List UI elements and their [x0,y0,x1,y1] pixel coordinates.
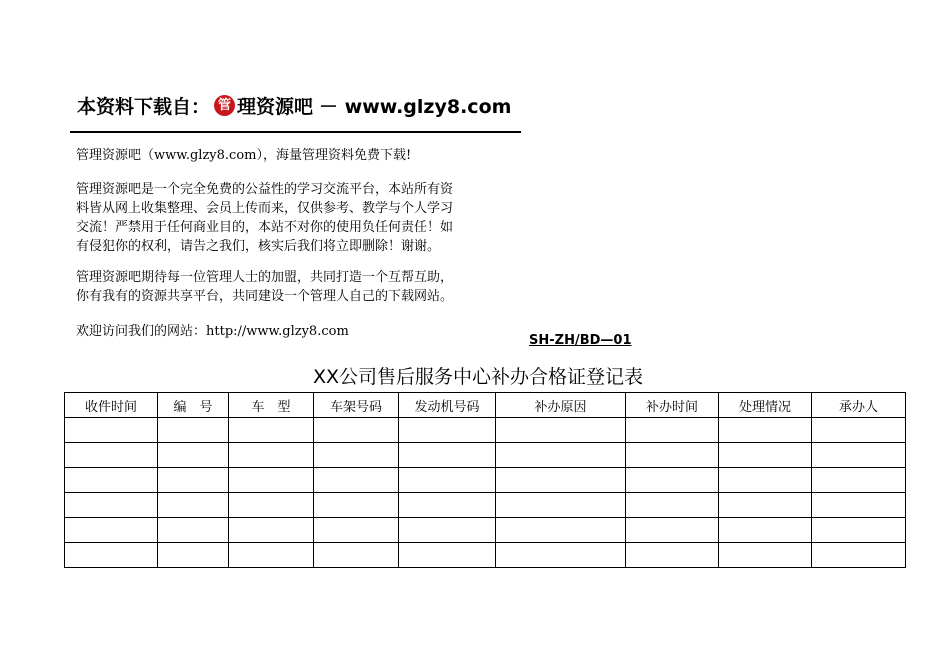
paragraph-line: 管理资源吧是一个完全免费的公益性的学习交流平台，本站所有资 [76,182,454,197]
banner-url[interactable]: － www.glzy8.com [319,95,512,118]
table-cell[interactable] [229,543,314,568]
column-header: 收件时间 [65,393,158,418]
table-cell[interactable] [65,443,158,468]
column-header: 编 号 [158,393,229,418]
table-cell[interactable] [626,443,719,468]
welcome-text[interactable]: 欢迎访问我们的网站：http://www.glzy8.com [76,324,349,339]
table-cell[interactable] [812,443,906,468]
intro-paragraph-disclaimer [76,180,526,256]
table-cell[interactable] [65,543,158,568]
table-cell[interactable] [399,518,496,543]
table-cell[interactable] [65,418,158,443]
table-cell[interactable] [65,518,158,543]
table-cell[interactable] [399,543,496,568]
table-cell[interactable] [719,518,812,543]
table-cell[interactable] [496,443,626,468]
table-cell[interactable] [229,418,314,443]
table-cell[interactable] [229,518,314,543]
table-cell[interactable] [229,493,314,518]
intro-line [76,146,526,165]
table-row [65,493,906,518]
table-cell[interactable] [314,468,399,493]
table-cell[interactable] [496,543,626,568]
banner-prefix: 本资料下载自： [77,95,211,118]
table-row [65,518,906,543]
document-code: SH-ZH/BD—01 [529,333,632,348]
table-cell[interactable] [626,468,719,493]
paragraph-line: 料皆从网上收集整理、会员上传而来，仅供参考、教学与个人学习 [76,201,454,216]
table-cell[interactable] [496,518,626,543]
table-cell[interactable] [65,493,158,518]
table-cell[interactable] [158,443,229,468]
table-cell[interactable] [314,443,399,468]
table-cell[interactable] [399,443,496,468]
table-cell[interactable] [399,493,496,518]
table-cell[interactable] [812,468,906,493]
table-cell[interactable] [626,418,719,443]
paragraph-line: 交流！严禁用于任何商业目的，本站不对你的使用负任何责任！如 [76,220,454,235]
table-cell[interactable] [626,493,719,518]
registration-table [64,392,906,568]
table-cell[interactable] [314,418,399,443]
table-cell[interactable] [812,418,906,443]
table-cell[interactable] [158,418,229,443]
table-cell[interactable] [229,468,314,493]
table-cell[interactable] [314,518,399,543]
column-header: 发动机号码 [399,393,496,418]
page-title: XX公司售后服务中心补办合格证登记表 [312,366,644,388]
paragraph-line: 你有我有的资源共享平台，共同建设一个管理人自己的下载网站。 [76,289,454,304]
table-cell[interactable] [719,543,812,568]
table-cell[interactable] [158,518,229,543]
table-cell[interactable] [719,493,812,518]
table-cell[interactable] [496,468,626,493]
column-header: 处理情况 [719,393,812,418]
source-banner [77,90,511,120]
table-cell[interactable] [626,543,719,568]
welcome-line [76,322,526,341]
column-header: 补办时间 [626,393,719,418]
table-cell[interactable] [626,518,719,543]
table-body [65,418,906,568]
paragraph-line: 有侵犯你的权利，请告之我们，核实后我们将立即删除！谢谢。 [76,239,441,254]
table-row [65,543,906,568]
table-cell[interactable] [496,418,626,443]
table-cell[interactable] [65,468,158,493]
intro-paragraph-invite [76,268,526,306]
table-cell[interactable] [812,518,906,543]
table-cell[interactable] [399,468,496,493]
table-cell[interactable] [314,493,399,518]
site-logo-icon: 管 [214,95,235,116]
table-cell[interactable] [229,443,314,468]
column-header: 车 型 [229,393,314,418]
intro-line-text: 管理资源吧（www.glzy8.com），海量管理资料免费下载! [76,148,412,163]
table-cell[interactable] [812,543,906,568]
column-header: 车架号码 [314,393,399,418]
table-cell[interactable] [719,443,812,468]
banner-site-name: 理资源吧 [237,95,314,118]
table-cell[interactable] [812,493,906,518]
column-header: 补办原因 [496,393,626,418]
table-cell[interactable] [314,543,399,568]
table-row [65,468,906,493]
table-cell[interactable] [158,543,229,568]
table-cell[interactable] [158,468,229,493]
table-cell[interactable] [719,468,812,493]
table-row [65,418,906,443]
table-header-row [65,393,906,418]
table-cell[interactable] [719,418,812,443]
column-header: 承办人 [812,393,906,418]
table-cell[interactable] [496,493,626,518]
table-cell[interactable] [158,493,229,518]
table-row [65,443,906,468]
table-cell[interactable] [399,418,496,443]
paragraph-line: 管理资源吧期待每一位管理人士的加盟，共同打造一个互帮互助， [76,270,454,285]
banner-divider [70,131,521,133]
